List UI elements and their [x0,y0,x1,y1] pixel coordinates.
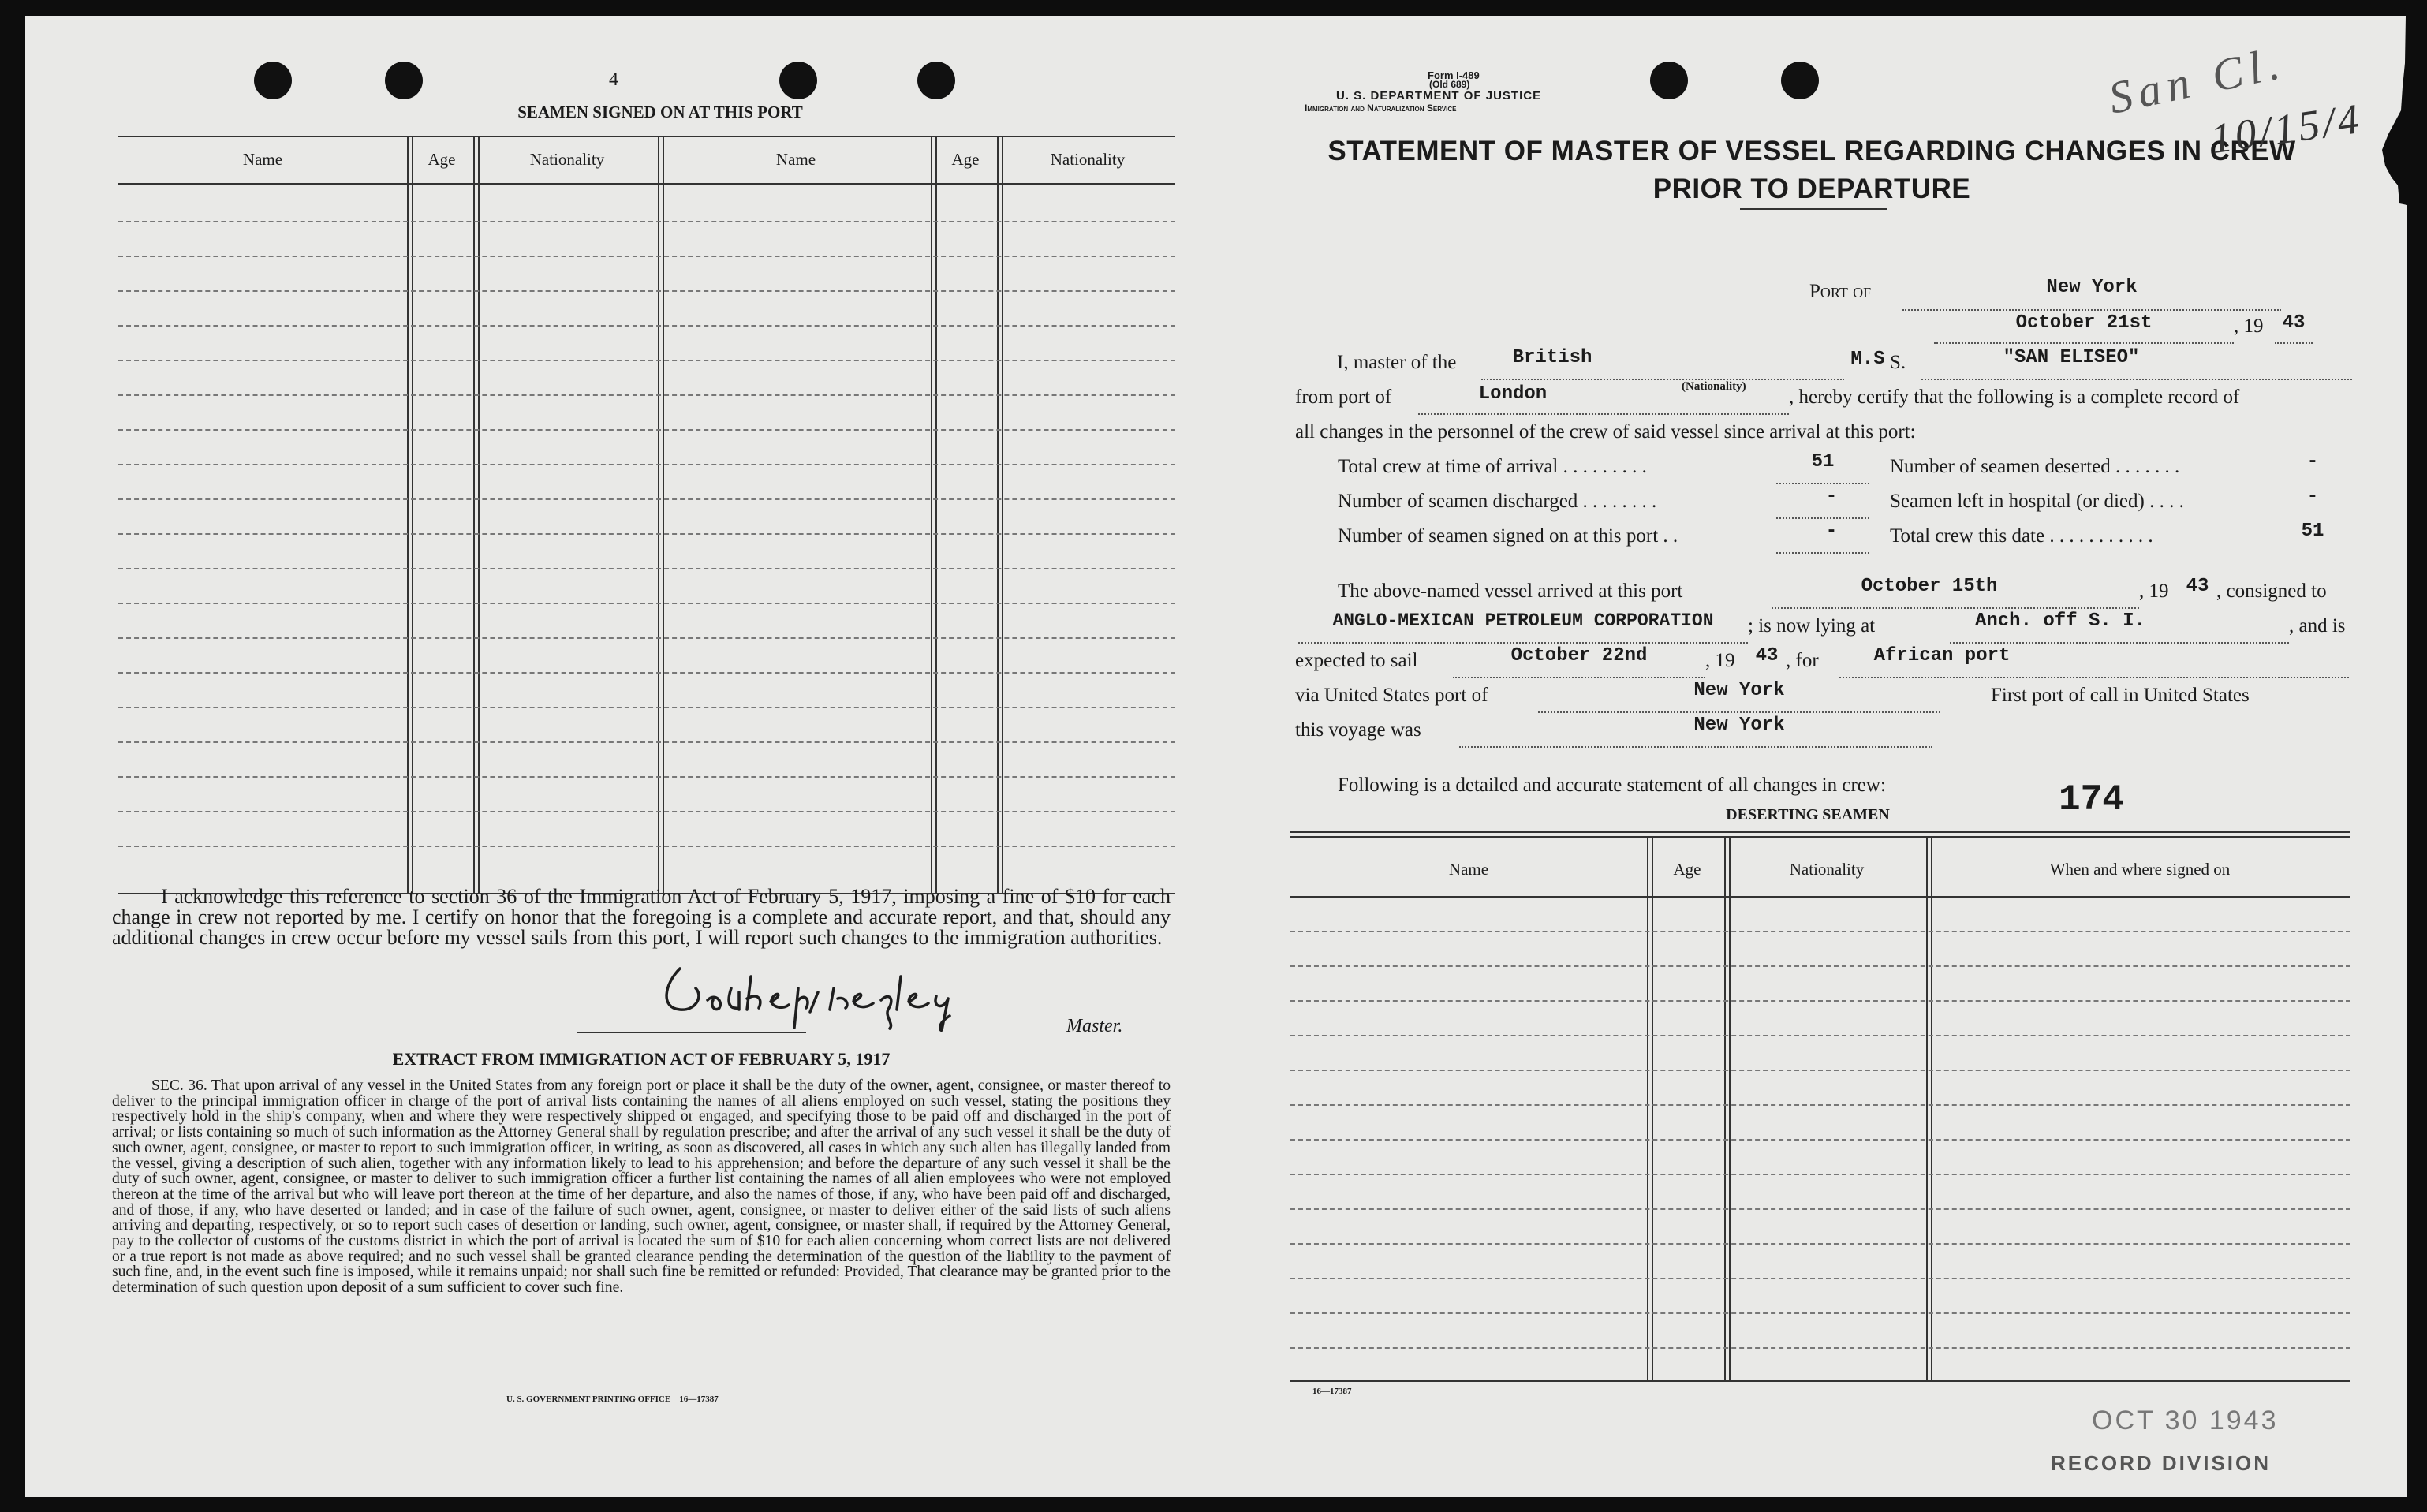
form-title-line1: STATEMENT OF MASTER OF VESSEL REGARDING CHANGES IN CREW [1327,136,2296,166]
lying-label: ; is now lying at [1748,615,1876,637]
this-voyage-label: this voyage was [1295,719,1421,741]
signature-line [577,1032,806,1033]
punch-hole [1650,62,1688,99]
deserting-seamen-table [1290,831,2350,1383]
arrived-year-value: 43 [2186,576,2209,597]
col-header-name: Name [775,150,816,169]
punch-hole [385,62,423,99]
vessel-type-suffix: S. [1890,352,1906,373]
consigned-label: , consigned to [2216,581,2327,602]
col-header-age: Age [951,150,980,169]
stat-hospital-value: - [2306,486,2319,507]
punch-hole [779,62,817,99]
page-number: 4 [609,69,618,90]
arrived-year-prefix: , 19 [2139,581,2169,602]
deserting-title: DESERTING SEAMEN [1726,806,1890,823]
lying-value: Anch. off S. I. [1974,610,2146,632]
first-port-label: First port of call in United States [1991,685,2250,706]
expected-label: expected to sail [1295,650,1418,671]
extract-text: SEC. 36. That upon arrival of any vessel in the United States from any foreign port or place it shall be the duty of the owner, agent, consignee, or master thereof to deliver to the principal immigration officer in charge of the port of arrival lists containing the names of all aliens employed on such vessel, stating the positions they respectively hold in the ship's company, when and where they were respectively shipped or engaged, and specifying those to be paid off and discharged in the port of arrival; or lists containing so much of such information as the Attorney General shall by regulation prescribe; and after the arrival of any such vessel it shall be the duty of such owner, agent, consignee, or master to report to such immigration officer, in writing, as soon as discovered, all cases in which any such alien has illegally landed from the vessel, giving a description of such alien, together with any information likely to lead to his apprehension; and before the departure of any such vessel it shall be the duty of such owner, agent, consignee, or master to deliver to such immigration officer a further list containing the names of all alien employees who were not employed thereon at the time of the arrival but who will leave port thereon at the time of her departure, and also the names of those, if any, who have been paid off and discharged, and of those, if any, who have deserted or landed; and in case of the failure of such owner, agent, consignee, or master to deliver either of the said lists of such aliens arriving and departing, respectively, or so to report such cases of desertion or landing, such owner, agent, consignee, or master shall, if required by the Attorney General, pay to the collector of customs of the customs district in which the port of arrival is located the sum of $10 for each alien concerning whom correct lists are not delivered or a true report is not made as above required; and no such vessel shall be granted clearance pending the determination of the question of the liability to the payment of such fine, and, in the event such fine is imposed, while it remains unpaid; nor shall such fine be remitted or refunded: Provided, That clearance may be granted prior to the determination of such question upon deposit of a sum sufficient to cover such fine. [112,1077,1171,1297]
stat-hospital-label: Seamen left in hospital (or died) . . . . [1890,491,2184,512]
for-label: , for [1786,650,1819,671]
col-header-nationality: Nationality [1050,150,1126,169]
nationality-value: British [1512,347,1592,368]
desert-col-when-where: When and where signed on [2049,860,2231,879]
handwritten-date: 10/15/4 [2207,94,2365,163]
port-label: Port of [1809,281,1872,302]
vessel-name-value: "SAN ELISEO" [2003,347,2140,368]
stat-total-arrival-value: 51 [1811,451,1835,472]
from-port-label: from port of [1295,386,1392,408]
extract-title: EXTRACT FROM IMMIGRATION ACT OF FEBRUARY 5, 1917 [392,1049,891,1069]
stamp-number: 174 [2059,779,2124,820]
and-is-label: , and is [2289,615,2346,637]
stat-total-date-label: Total crew this date . . . . . . . . . . . [1890,525,2153,547]
punch-hole [1781,62,1819,99]
left-section-title: SEAMEN SIGNED ON AT THIS PORT [517,103,803,121]
col-header-age: Age [428,150,456,169]
table-row-lines [118,136,1175,893]
punch-hole [254,62,292,99]
signed-on-table [118,136,1175,894]
all-changes-text: all changes in the personnel of the crew of said vessel since arrival at this port: [1295,421,1916,442]
master-label: Master. [1066,1016,1123,1036]
i-master-label: I, master of the [1337,352,1457,373]
master-signature-text [688,994,693,995]
table-row-lines [1290,831,2350,1380]
received-stamp-date: OCT 30 1943 [2092,1406,2279,1435]
via-label: via United States port of [1295,685,1488,706]
col-header-name: Name [242,150,283,169]
certify-text: , hereby certify that the following is a complete record of [1789,386,2240,408]
acknowledgement-text: I acknowledge this reference to section 36 of the Immigration Act of February 5, 1917, imposing a fine of $10 for each change in crew not reported by me. I certify on honor that the foregoing is a complete and accurate report, and that, should any additional changes in crew occur before my vessel sails from this port, I will report such changes to the immigration authorities. [112,885,1171,949]
form-title-line2: PRIOR TO DEPARTURE [1652,174,1971,204]
sail-year-value: 43 [1755,645,1779,666]
desert-col-age: Age [1673,860,1701,879]
stat-deserted-label: Number of seamen deserted . . . . . . . [1890,456,2180,477]
following-text: Following is a detailed and accurate statement of all changes in crew: [1338,775,1886,796]
via-value: New York [1693,680,1785,701]
stat-signed-on-value: - [1825,521,1838,542]
form-old-number: (Old 689) [1429,79,1470,90]
consignee-value: ANGLO-MEXICAN PETROLEUM CORPORATION [1332,610,1714,631]
form-footer-code: 16—17387 [1312,1387,1352,1396]
punch-hole [917,62,955,99]
from-port-value: London [1478,383,1548,405]
torn-corner [2360,16,2407,205]
stat-total-arrival-label: Total crew at time of arrival . . . . . . . . . [1338,456,1647,477]
stat-total-date-value: 51 [2301,521,2324,542]
stat-discharged-value: - [1825,486,1838,507]
col-header-nationality: Nationality [529,150,605,169]
sail-year-prefix: , 19 [1705,650,1735,671]
received-stamp-division: RECORD DIVISION [2051,1451,2272,1475]
stat-signed-on-label: Number of seamen signed on at this port . . [1338,525,1678,547]
department-name: U. S. DEPARTMENT OF JUSTICE [1336,89,1542,103]
date-value: October 21st [2015,312,2153,334]
desert-col-name: Name [1448,860,1489,879]
port-value: New York [2046,277,2138,298]
handwritten-note: San Cl. [2104,36,2291,124]
stat-deserted-value: - [2306,451,2319,472]
this-voyage-value: New York [1693,715,1785,736]
document-page [25,16,2407,1497]
destination-value: African port [1873,645,2011,666]
vessel-type-value: M.S [1850,349,1885,370]
desert-col-nationality: Nationality [1789,860,1865,879]
nationality-caption: (Nationality) [1682,380,1746,393]
title-underline [1740,208,1887,210]
stat-discharged-label: Number of seamen discharged . . . . . . . . [1338,491,1657,512]
master-signature [648,953,1027,1032]
arrived-value: October 15th [1861,576,1998,597]
form-number: Form I-489 [1428,69,1480,81]
service-name: Immigration and Naturalization Service [1305,103,1457,114]
printing-office-line: U. S. GOVERNMENT PRINTING OFFICE 16—17387 [506,1394,719,1404]
date-year-prefix: , 19 [2234,315,2264,337]
date-year-value: 43 [2282,312,2306,334]
sail-date-value: October 22nd [1510,645,1648,666]
arrived-label: The above-named vessel arrived at this port [1338,581,1683,602]
